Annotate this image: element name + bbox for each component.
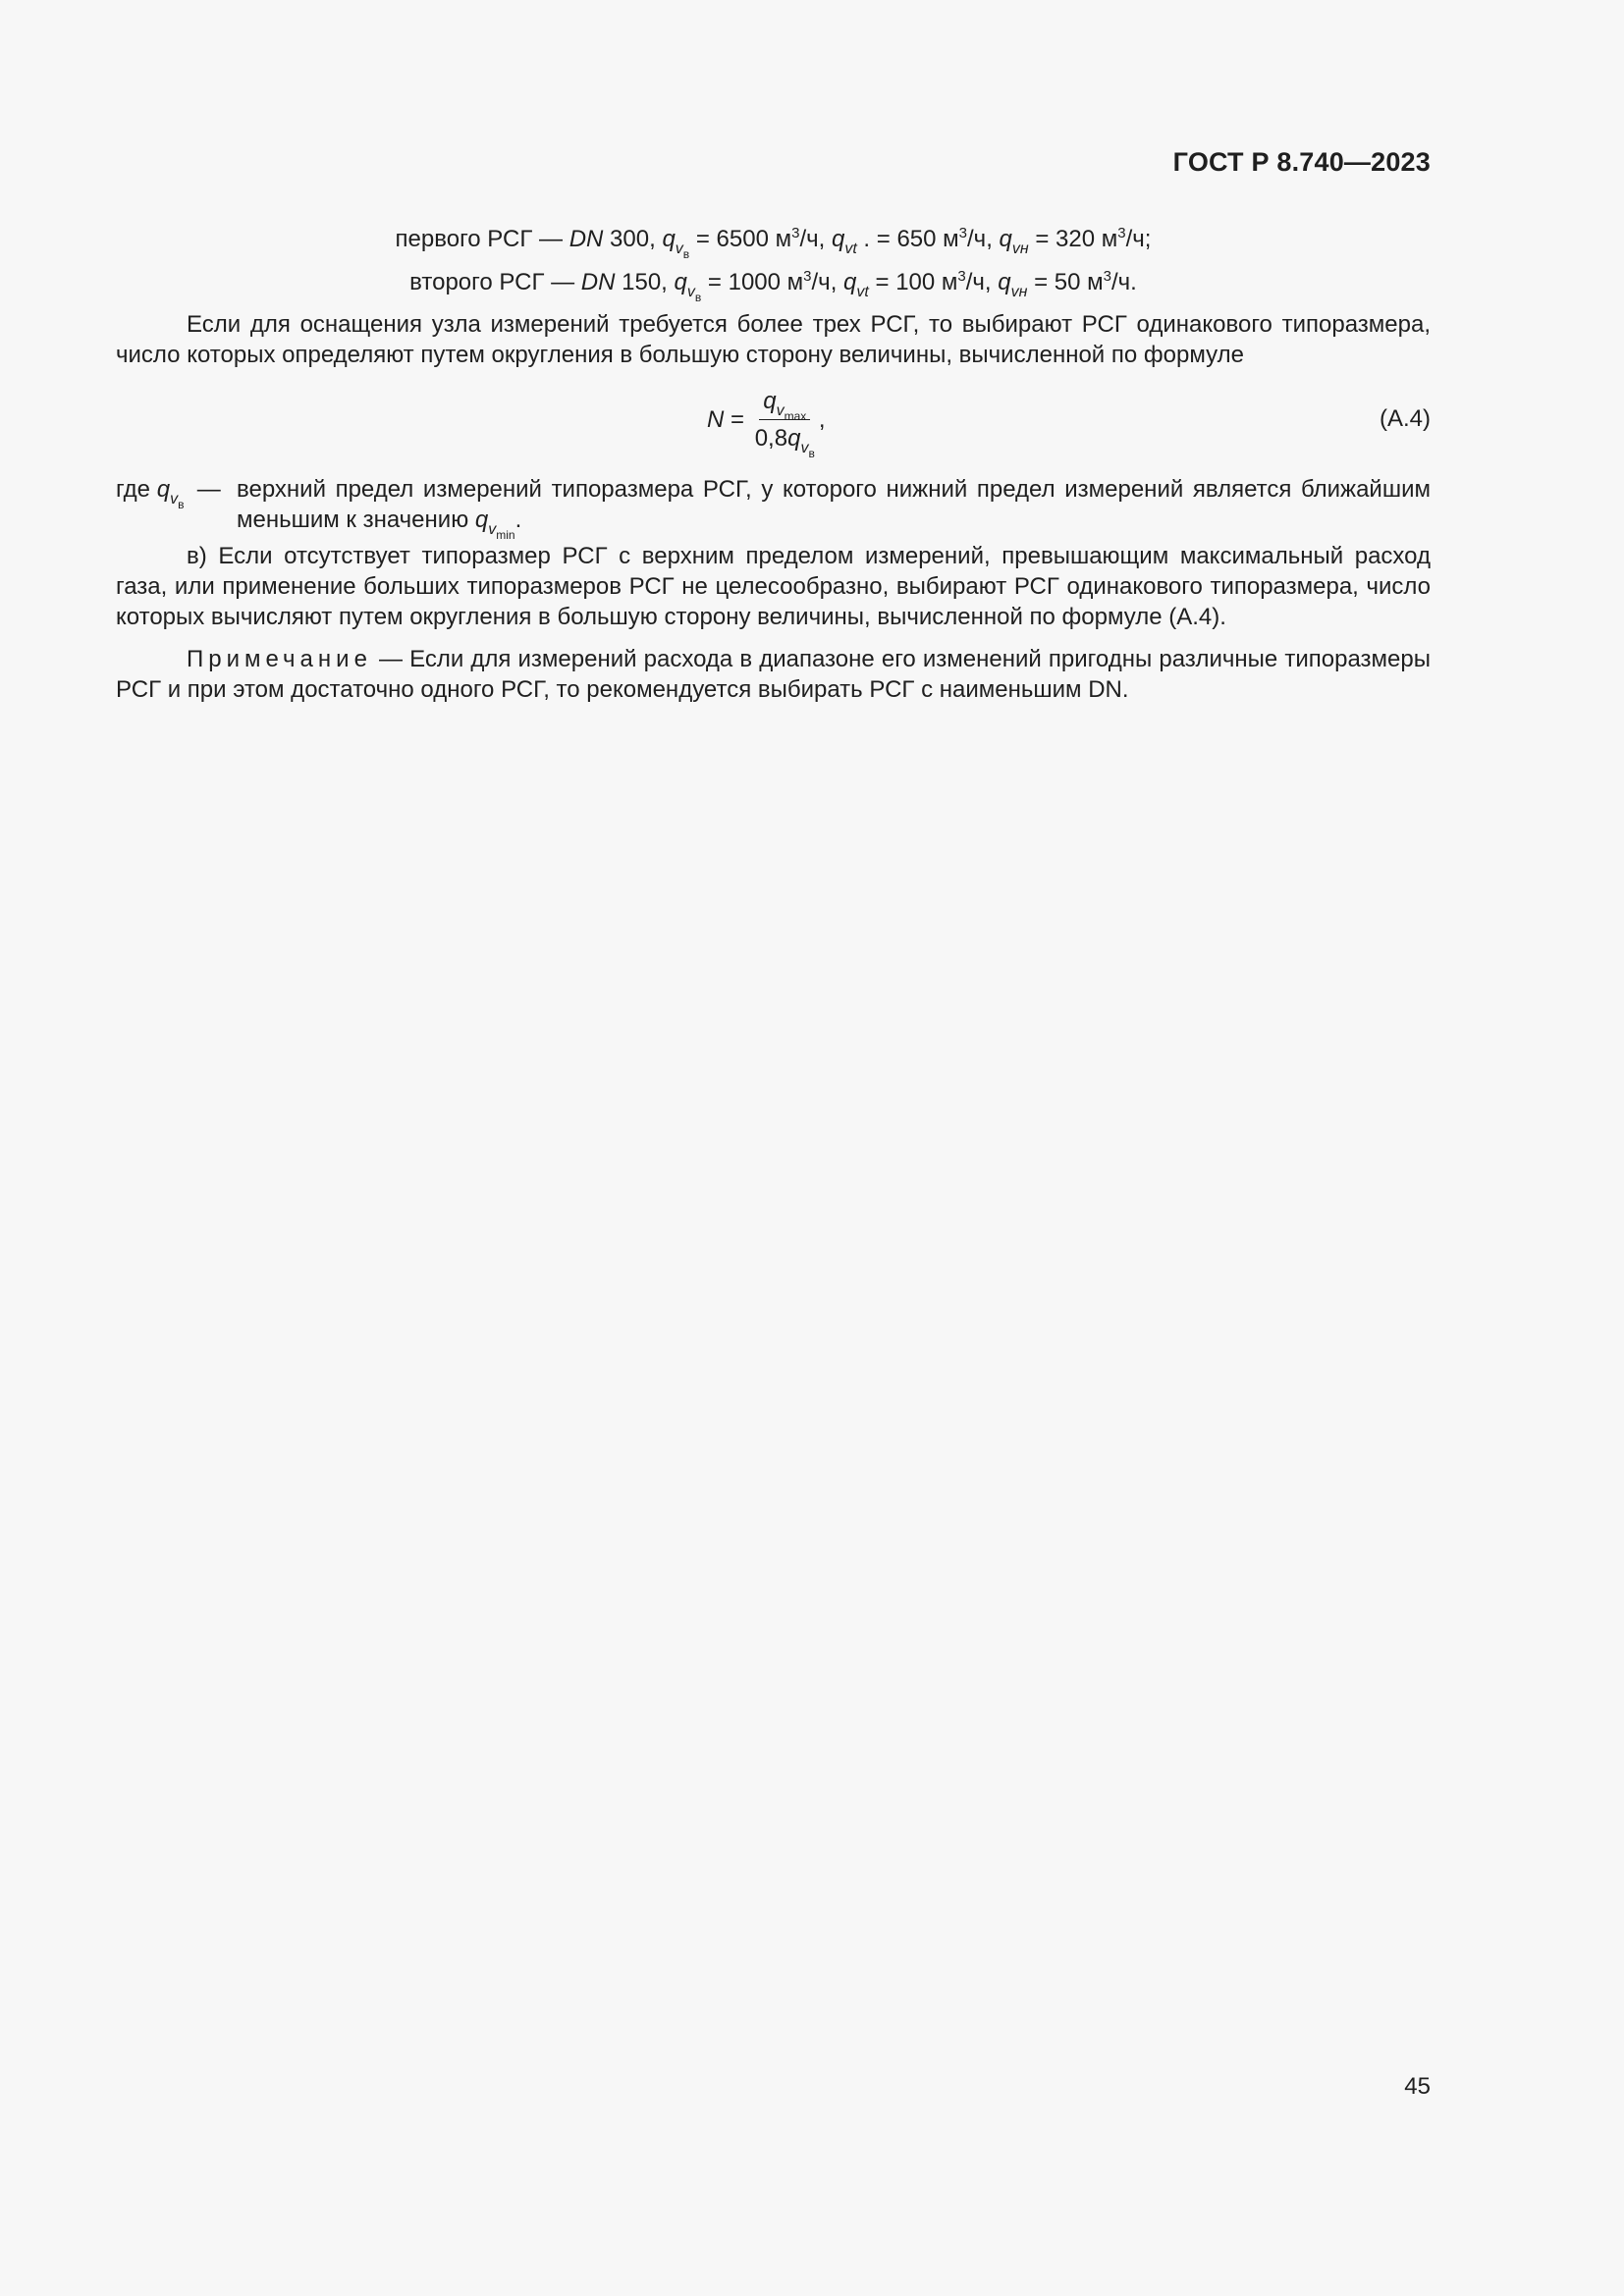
subscript: [686, 284, 702, 304]
formula-comma: ,: [818, 405, 826, 433]
sub-min: min: [496, 528, 515, 542]
page-number: 45: [1404, 2073, 1431, 2100]
cube-sup: 3: [957, 268, 966, 285]
equation-number: (А.4): [1379, 405, 1431, 432]
formula-fraction: [754, 386, 815, 460]
sub-v: v: [686, 284, 695, 300]
cube-sup: 3: [791, 225, 800, 241]
second-meter-spec: [116, 267, 1431, 304]
q-symbol: q: [999, 226, 1012, 252]
sub-v: v: [675, 240, 683, 257]
text: /ч,: [811, 269, 844, 295]
text: где: [116, 476, 157, 503]
where-label: [116, 474, 237, 535]
formula-expression: [707, 380, 825, 458]
sub-b: в: [682, 247, 690, 261]
dn-symbol: DN: [580, 269, 616, 295]
sub-b: в: [694, 291, 702, 304]
text: = 1000 м: [701, 269, 804, 295]
q-symbol: q: [831, 226, 845, 252]
sub-vt: vt: [856, 284, 869, 300]
text: /ч,: [967, 226, 1000, 252]
sub-v: v: [776, 401, 785, 419]
cube-sup: 3: [1117, 225, 1126, 241]
q-symbol: q: [787, 424, 801, 452]
text: верхний предел измерений типоразмера РСГ, у которого нижний предел измерений является ближайшим меньшим к значению: [237, 476, 1431, 533]
cube-sup: 3: [958, 225, 968, 241]
note: [116, 644, 1431, 705]
dash: —: [184, 476, 221, 503]
text: .: [514, 507, 522, 533]
cube-sup: 3: [1103, 268, 1111, 285]
formula-a4: [116, 380, 1431, 458]
q-symbol: q: [998, 269, 1011, 295]
note-text: — Если для измерений расхода в диапазоне его изменений пригодны различные типоразмеры РСГ и при этом достаточно одного РСГ, то рекомендуется выбирать РСГ с наименьшим DN.: [116, 646, 1431, 703]
subscript: [776, 401, 807, 423]
subscript: [800, 439, 815, 460]
sub-vn: vн: [1010, 284, 1028, 300]
text: = 100 м: [868, 269, 958, 295]
text: 300,: [603, 226, 663, 252]
paragraph-multiple-meters: Если для оснащения узла измерений требуется более трех РСГ, то выбирают РСГ одинакового типоразмера, число которых определяют путем округления в большую сторону величины, вычисленной по формуле: [116, 311, 1431, 368]
text: /ч,: [799, 226, 832, 252]
q-symbol: q: [674, 269, 687, 295]
q-symbol: q: [763, 387, 777, 414]
sub-vt: vt: [844, 240, 857, 257]
sub-b: в: [178, 498, 185, 511]
document-header: ГОСТ Р 8.740—2023: [1172, 147, 1431, 177]
formula-numerator: [759, 386, 810, 423]
coefficient: 0,8: [754, 424, 788, 452]
subscript: [488, 521, 515, 542]
cube-sup: 3: [803, 268, 812, 285]
text: = 320 м: [1028, 226, 1118, 252]
q-symbol: q: [843, 269, 857, 295]
paragraph-v: в) Если отсутствует типоразмер РСГ с верхним пределом измерений, превышающим максимальный расход газа, или применение больших типоразмеров РСГ не целесообразно, выбирают РСГ одинакового типоразмера, число которых вычисляют путем округления в большую сторону величины, вычисленной по формуле (А.4).: [116, 543, 1431, 630]
sub-v: v: [488, 521, 497, 538]
where-text: [237, 474, 1431, 542]
text: первого РСГ —: [395, 226, 569, 252]
text: . = 650 м: [856, 226, 959, 252]
text: второго РСГ —: [409, 269, 581, 295]
page-content: [116, 224, 1431, 705]
subscript: [675, 240, 690, 261]
dn-symbol: DN: [568, 226, 604, 252]
note-label: Примечание: [187, 646, 372, 672]
sub-v: v: [170, 491, 179, 507]
text: /ч;: [1125, 226, 1152, 252]
subscript: [170, 491, 185, 511]
formula-n: N: [707, 405, 725, 433]
q-symbol: q: [156, 476, 171, 503]
text: = 50 м: [1027, 269, 1104, 295]
formula-equals: =: [724, 405, 751, 433]
text: /ч.: [1111, 269, 1137, 295]
text: = 6500 м: [689, 226, 792, 252]
q-symbol: q: [474, 507, 489, 533]
sub-max: max: [784, 408, 807, 423]
text: /ч,: [965, 269, 999, 295]
q-symbol: q: [662, 226, 676, 252]
sub-b: в: [808, 446, 815, 460]
sub-vn: vн: [1011, 240, 1029, 257]
where-definition: [116, 474, 1431, 542]
text: 150,: [615, 269, 675, 295]
formula-denominator: [754, 420, 815, 460]
first-meter-spec: [116, 224, 1431, 261]
sub-v: v: [800, 439, 809, 456]
